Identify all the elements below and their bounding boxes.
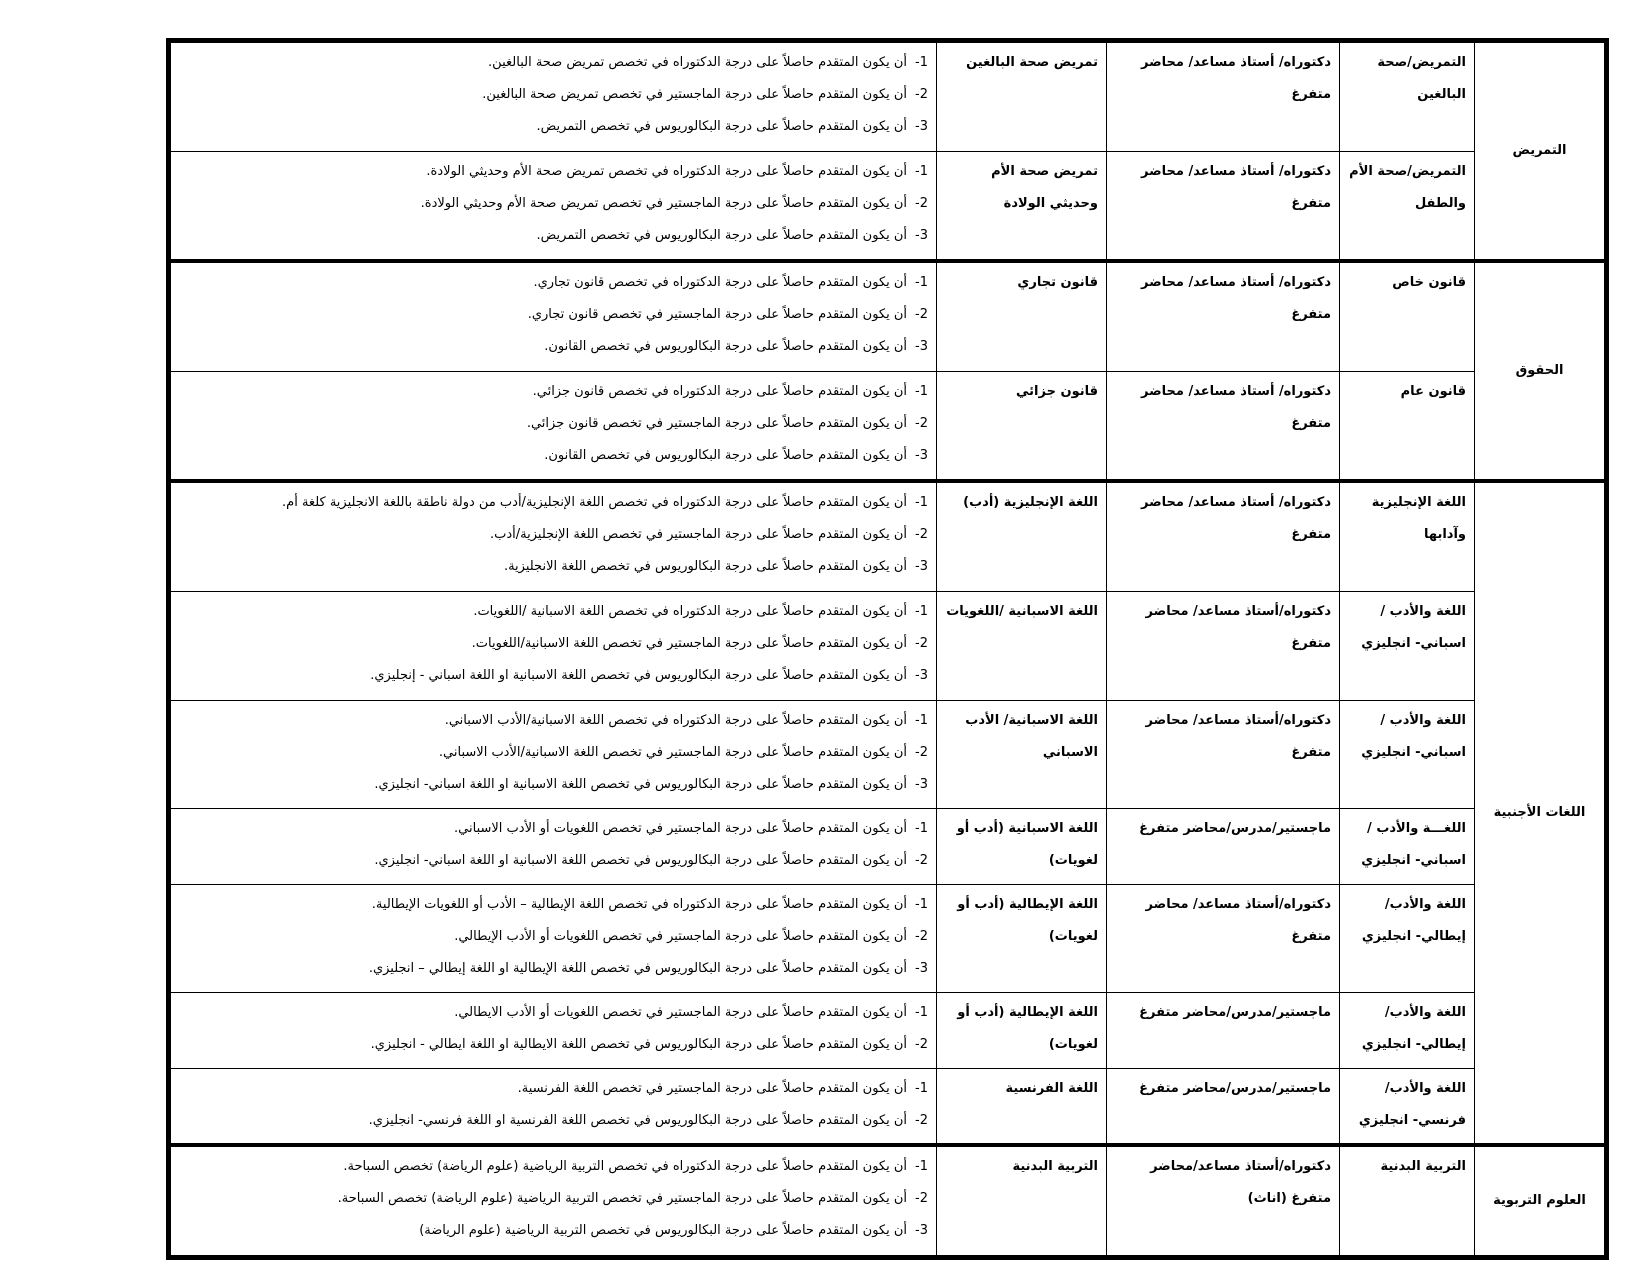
requirements-cell (171, 43, 937, 152)
requirement-item (179, 487, 928, 519)
faculty-name: التمريض (1475, 43, 1605, 262)
requirements-cell (171, 700, 937, 809)
requirement-number: -1 (915, 1005, 928, 1021)
requirement-item (179, 111, 928, 143)
requirement-number: -2 (915, 527, 928, 543)
requirement-number: -2 (915, 853, 928, 869)
requirement-item (179, 660, 928, 692)
faculty-group (171, 1145, 1605, 1255)
requirement-text: أن يكون المتقدم حاصلاً على درجة البكالوريوس في تخصص التمريض. (536, 119, 908, 134)
table-row (171, 43, 1605, 152)
requirement-text: أن يكون المتقدم حاصلاً على درجة الدكتوراه في تخصص التربية الرياضية (علوم الرياضة) تخصص السباحة. (343, 1159, 908, 1175)
requirement-item (179, 997, 928, 1029)
requirement-item (179, 1073, 928, 1105)
requirement-text: أن يكون المتقدم حاصلاً على درجة البكالوريوس في تخصص اللغة الاسبانية او اللغة اسباني- انجليزي. (374, 776, 908, 792)
specialization-cell: اللغة الاسبانية /اللغويات (937, 592, 1107, 701)
requirement-text: أن يكون المتقدم حاصلاً على درجة الماجستير في تخصص تمريض صحة البالغين. (482, 87, 908, 102)
requirement-text: أن يكون المتقدم حاصلاً على درجة الماجستير في تخصص قانون جزائي. (526, 415, 908, 431)
department-cell: التمريض/صحة الأم والطفل (1340, 151, 1475, 261)
requirement-item (179, 79, 928, 111)
department-cell: اللغة والأدب / اسباني- انجليزي (1340, 592, 1475, 701)
requirement-number: -1 (915, 896, 928, 912)
department-cell: التمريض/صحة البالغين (1340, 43, 1475, 152)
requirement-number: -1 (915, 712, 928, 728)
requirement-text: أن يكون المتقدم حاصلاً على درجة الدكتوراه في تخصص اللغة الاسبانية /اللغويات. (473, 604, 908, 620)
specialization-cell: تمريض صحة الأم وحديثي الولادة (937, 151, 1107, 261)
requirement-number: -3 (915, 447, 928, 463)
table-row (171, 151, 1605, 261)
requirement-item (179, 551, 928, 583)
requirement-text: أن يكون المتقدم حاصلاً على درجة البكالوريوس في تخصص اللغة الايطالية او اللغة ايطالي - انجليزي. (370, 1037, 908, 1053)
requirement-number: -1 (915, 1159, 928, 1175)
requirements-cell (171, 261, 937, 371)
table-row (171, 993, 1605, 1068)
academic-rank-cell: دكتوراه/ أستاذ مساعد/ محاضر متفرغ (1107, 261, 1340, 371)
department-cell: اللغة والأدب / اسباني- انجليزي (1340, 700, 1475, 809)
requirement-number: -2 (915, 415, 928, 431)
specialization-cell: اللغة الإنجليزية (أدب) (937, 481, 1107, 591)
requirement-item (179, 376, 928, 408)
requirements-cell (171, 371, 937, 481)
specialization-cell: اللغة الإيطالية (أدب أو لغويات) (937, 993, 1107, 1068)
specialization-cell: قانون تجاري (937, 261, 1107, 371)
requirement-number: -2 (915, 636, 928, 652)
requirement-item (179, 953, 928, 985)
requirements-cell (171, 592, 937, 701)
requirement-number: -3 (915, 776, 928, 792)
requirement-item (179, 1215, 928, 1247)
requirement-number: -2 (915, 1037, 928, 1053)
department-cell: اللغة الإنجليزية وآدابها (1340, 481, 1475, 591)
requirements-cell (171, 481, 937, 591)
academic-rank-cell: دكتوراه/ أستاذ مساعد/ محاضر متفرغ (1107, 151, 1340, 261)
requirement-item (179, 331, 928, 363)
requirement-text: أن يكون المتقدم حاصلاً على درجة الدكتوراه في تخصص قانون جزائي. (532, 383, 908, 399)
department-cell: قانون خاص (1340, 261, 1475, 371)
requirement-item (179, 47, 928, 79)
requirements-cell (171, 151, 937, 261)
requirement-text: أن يكون المتقدم حاصلاً على درجة الدكتوراه في تخصص اللغة الاسبانية/الأدب الاسباني. (444, 712, 908, 728)
requirement-item (179, 1151, 928, 1183)
academic-rank-cell: ماجستير/مدرس/محاضر متفرغ (1107, 993, 1340, 1068)
requirement-text: أن يكون المتقدم حاصلاً على درجة الدكتوراه في تخصص تمريض صحة الأم وحديثي الولادة. (426, 163, 908, 179)
specialization-cell: قانون جزائي (937, 371, 1107, 481)
requirement-item (179, 1105, 928, 1137)
requirement-text: أن يكون المتقدم حاصلاً على درجة الدكتوراه في تخصص اللغة الإنجليزية/أدب من دولة ناطقة باللغة الانجليزية كلغة أم. (282, 495, 908, 511)
faculty-name: العلوم التربوية (1475, 1145, 1605, 1255)
requirement-text: أن يكون المتقدم حاصلاً على درجة البكالوريوس في تخصص التمريض. (536, 227, 908, 243)
vacancies-table (170, 42, 1605, 1256)
academic-rank-cell: دكتوراه/ أستاذ مساعد/ محاضر متفرغ (1107, 43, 1340, 152)
table-row (171, 809, 1605, 884)
requirement-number: -1 (915, 821, 928, 837)
academic-rank-cell: ماجستير/مدرس/محاضر متفرغ (1107, 809, 1340, 884)
requirement-number: -1 (915, 275, 928, 291)
requirements-cell (171, 993, 937, 1068)
requirement-item (179, 737, 928, 769)
requirement-item (179, 408, 928, 440)
requirement-number: -3 (915, 960, 928, 976)
table-row (171, 1068, 1605, 1145)
requirements-cell (171, 1145, 937, 1255)
department-cell: اللغة والأدب/فرنسي- انجليزي (1340, 1068, 1475, 1145)
requirement-item (179, 156, 928, 188)
requirement-number: -1 (915, 495, 928, 511)
department-cell: التربية البدنية (1340, 1145, 1475, 1255)
specialization-cell: اللغة الفرنسية (937, 1068, 1107, 1145)
requirement-number: -1 (915, 383, 928, 399)
requirement-number: -3 (915, 668, 928, 684)
department-cell: اللغـــة والأدب / اسباني- انجليزي (1340, 809, 1475, 884)
table-row (171, 371, 1605, 481)
requirement-item (179, 299, 928, 331)
requirement-number: -2 (915, 307, 928, 323)
requirement-item (179, 889, 928, 921)
specialization-cell: تمريض صحة البالغين (937, 43, 1107, 152)
requirement-item (179, 705, 928, 737)
requirement-number: -1 (915, 1080, 928, 1096)
requirement-number: -2 (915, 87, 928, 102)
specialization-cell: اللغة الاسبانية (أدب أو لغويات) (937, 809, 1107, 884)
requirement-number: -3 (915, 1223, 928, 1239)
requirement-text: أن يكون المتقدم حاصلاً على درجة البكالوريوس في تخصص القانون. (544, 447, 908, 463)
table-row (171, 1145, 1605, 1255)
requirement-item (179, 440, 928, 472)
requirement-number: -2 (915, 1191, 928, 1207)
requirement-item (179, 220, 928, 252)
requirement-text: أن يكون المتقدم حاصلاً على درجة البكالوريوس في تخصص اللغة الاسبانية او اللغة اسباني - إنجليزي. (370, 668, 908, 684)
specialization-cell: اللغة الإيطالية (أدب أو لغويات) (937, 884, 1107, 993)
department-cell: اللغة والأدب/إيطالي- انجليزي (1340, 884, 1475, 993)
requirement-number: -2 (915, 928, 928, 944)
specialization-cell: اللغة الاسبانية/ الأدب الاسباني (937, 700, 1107, 809)
requirement-item (179, 596, 928, 628)
faculty-group (171, 43, 1605, 262)
requirement-item (179, 813, 928, 845)
department-cell: اللغة والأدب/إيطالي- انجليزي (1340, 993, 1475, 1068)
requirement-item (179, 188, 928, 220)
requirement-number: -2 (915, 744, 928, 760)
requirement-item (179, 921, 928, 953)
requirement-text: أن يكون المتقدم حاصلاً على درجة الدكتوراه في تخصص تمريض صحة البالغين. (488, 55, 908, 70)
requirement-item (179, 1029, 928, 1061)
requirement-item (179, 845, 928, 877)
requirement-text: أن يكون المتقدم حاصلاً على درجة الماجستير في تخصص قانون تجاري. (527, 307, 908, 323)
requirement-number: -3 (915, 227, 928, 243)
requirement-number: -3 (915, 119, 928, 134)
requirements-cell (171, 809, 937, 884)
academic-rank-cell: دكتوراه/ أستاذ مساعد/ محاضر متفرغ (1107, 371, 1340, 481)
faculty-group (171, 481, 1605, 1145)
academic-rank-cell: دكتوراه/أستاذ مساعد/ محاضر متفرغ (1107, 700, 1340, 809)
faculty-name: اللغات الأجنبية (1475, 481, 1605, 1145)
requirement-text: أن يكون المتقدم حاصلاً على درجة الماجستير في تخصص اللغة الفرنسية. (517, 1080, 908, 1096)
requirements-cell (171, 1068, 937, 1145)
table-row (171, 592, 1605, 701)
requirements-cell (171, 884, 937, 993)
requirement-item (179, 267, 928, 299)
academic-rank-cell: دكتوراه/أستاذ مساعد/محاضر متفرغ (اناث) (1107, 1145, 1340, 1255)
requirement-text: أن يكون المتقدم حاصلاً على درجة الماجستير في تخصص التربية الرياضية (علوم الرياضة) تخصص السباحة. (337, 1191, 908, 1207)
requirement-item (179, 1183, 928, 1215)
requirement-text: أن يكون المتقدم حاصلاً على درجة البكالوريوس في تخصص القانون. (544, 339, 908, 355)
requirement-text: أن يكون المتقدم حاصلاً على درجة البكالوريوس في تخصص اللغة الإيطالية او اللغة إيطالي – انجليزي. (368, 960, 908, 976)
requirement-item (179, 628, 928, 660)
requirement-number: -1 (915, 604, 928, 620)
requirement-text: أن يكون المتقدم حاصلاً على درجة الدكتوراه في تخصص اللغة الإيطالية – الأدب أو اللغويات الإيطالية. (371, 896, 908, 912)
requirement-text: أن يكون المتقدم حاصلاً على درجة الماجستير في تخصص تمريض صحة الأم وحديثي الولادة. (420, 195, 908, 211)
requirement-text: أن يكون المتقدم حاصلاً على درجة الماجستير في تخصص اللغة الاسبانية/الأدب الاسباني. (438, 744, 908, 760)
requirement-text: أن يكون المتقدم حاصلاً على درجة الماجستير في تخصص اللغويات أو الأدب الإيطالي. (454, 928, 908, 944)
faculty-group (171, 261, 1605, 481)
table-row (171, 481, 1605, 591)
requirement-number: -3 (915, 559, 928, 575)
academic-rank-cell: دكتوراه/أستاذ مساعد/ محاضر متفرغ (1107, 592, 1340, 701)
requirement-text: أن يكون المتقدم حاصلاً على درجة الماجستير في تخصص اللغويات أو الأدب الايطالي. (454, 1005, 908, 1021)
table-row (171, 261, 1605, 371)
requirement-number: -2 (915, 1112, 928, 1128)
requirement-text: أن يكون المتقدم حاصلاً على درجة البكالوريوس في تخصص اللغة الاسبانية او اللغة اسباني- انجليزي. (374, 853, 908, 869)
requirement-text: أن يكون المتقدم حاصلاً على درجة البكالوريوس في تخصص اللغة الفرنسية او اللغة فرنسي- انجليزي. (368, 1112, 908, 1128)
requirement-number: -3 (915, 339, 928, 355)
requirement-text: أن يكون المتقدم حاصلاً على درجة الماجستير في تخصص اللغويات أو الأدب الاسباني. (454, 821, 908, 837)
requirement-number: -1 (915, 163, 928, 179)
specialization-cell: التربية البدنية (937, 1145, 1107, 1255)
requirement-item (179, 519, 928, 551)
requirement-text: أن يكون المتقدم حاصلاً على درجة الدكتوراه في تخصص قانون تجاري. (533, 275, 908, 291)
faculty-name: الحقوق (1475, 261, 1605, 481)
requirement-text: أن يكون المتقدم حاصلاً على درجة الماجستير في تخصص اللغة الإنجليزية/أدب. (490, 527, 908, 543)
requirement-number: -1 (915, 55, 928, 70)
vacancies-table-frame (166, 38, 1609, 1260)
academic-rank-cell: ماجستير/مدرس/محاضر متفرغ (1107, 1068, 1340, 1145)
department-cell: قانون عام (1340, 371, 1475, 481)
table-row (171, 700, 1605, 809)
academic-rank-cell: دكتوراه/أستاذ مساعد/ محاضر متفرغ (1107, 884, 1340, 993)
requirement-text: أن يكون المتقدم حاصلاً على درجة البكالوريوس في تخصص التربية الرياضية (علوم الرياضة) (419, 1223, 908, 1239)
requirement-item (179, 769, 928, 801)
requirement-text: أن يكون المتقدم حاصلاً على درجة البكالوريوس في تخصص اللغة الانجليزية. (503, 559, 908, 575)
academic-rank-cell: دكتوراه/ أستاذ مساعد/ محاضر متفرغ (1107, 481, 1340, 591)
requirement-number: -2 (915, 195, 928, 211)
table-row (171, 884, 1605, 993)
requirement-text: أن يكون المتقدم حاصلاً على درجة الماجستير في تخصص اللغة الاسبانية/اللغويات. (471, 636, 908, 652)
